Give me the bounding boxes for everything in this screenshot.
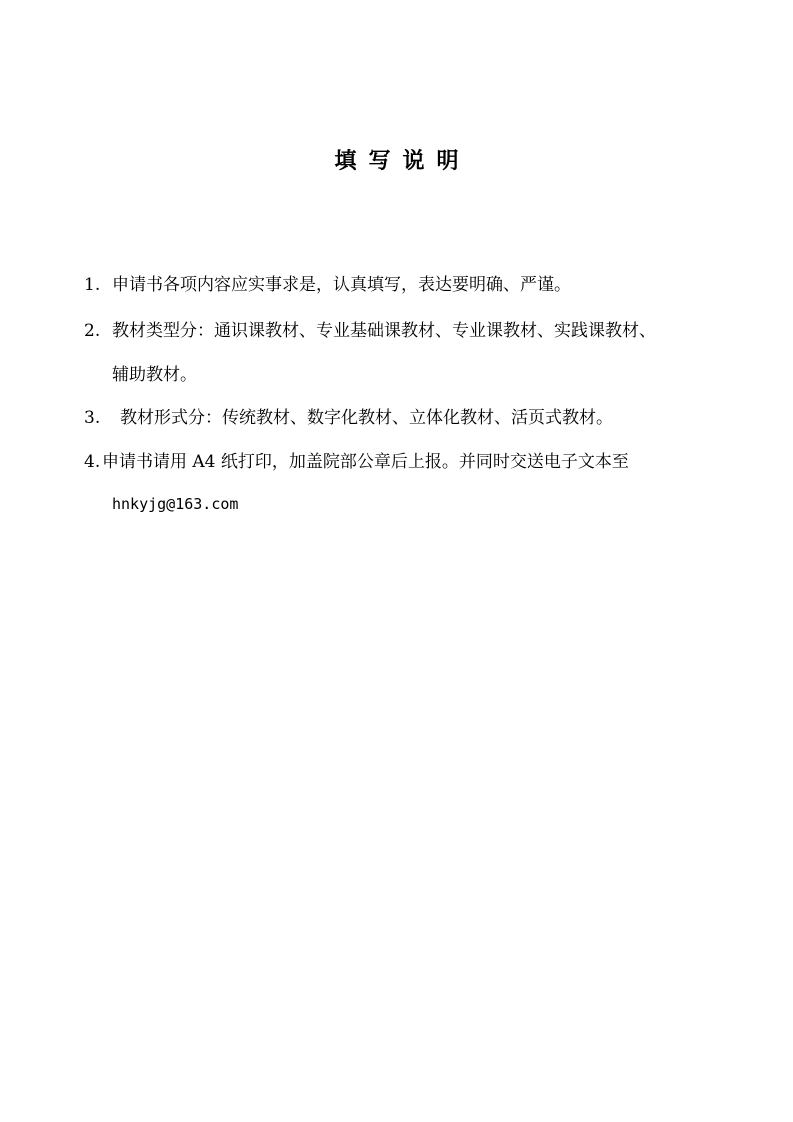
item-number: 3. [84,408,101,428]
item-text: 教材形式分：传统教材、数字化教材、立体化教材、活页式教材。 [120,408,613,428]
item-text: 申请书各项内容应实事求是，认真填写，表达要明确、严谨。 [112,275,571,295]
item-number: 4. [84,452,101,472]
item-text: 申请书请用 A4 纸打印，加盖院部公章后上报。并同时交送电子文本至 [102,452,629,472]
item-text: 教材类型分：通识课教材、专业基础课教材、专业课教材、实践课教材、 [112,321,656,341]
instruction-item-2-continuation: 辅助教材。 [112,365,197,385]
instruction-item-3 [84,408,613,428]
instruction-item-4 [84,452,629,472]
item-number: 2. [84,321,101,341]
instruction-item-2 [84,321,656,341]
instruction-item-1 [84,275,571,295]
page-title: 填写说明 [334,149,471,174]
contact-email: hnkyjg@163.com [112,495,239,513]
item-number: 1. [84,275,101,295]
